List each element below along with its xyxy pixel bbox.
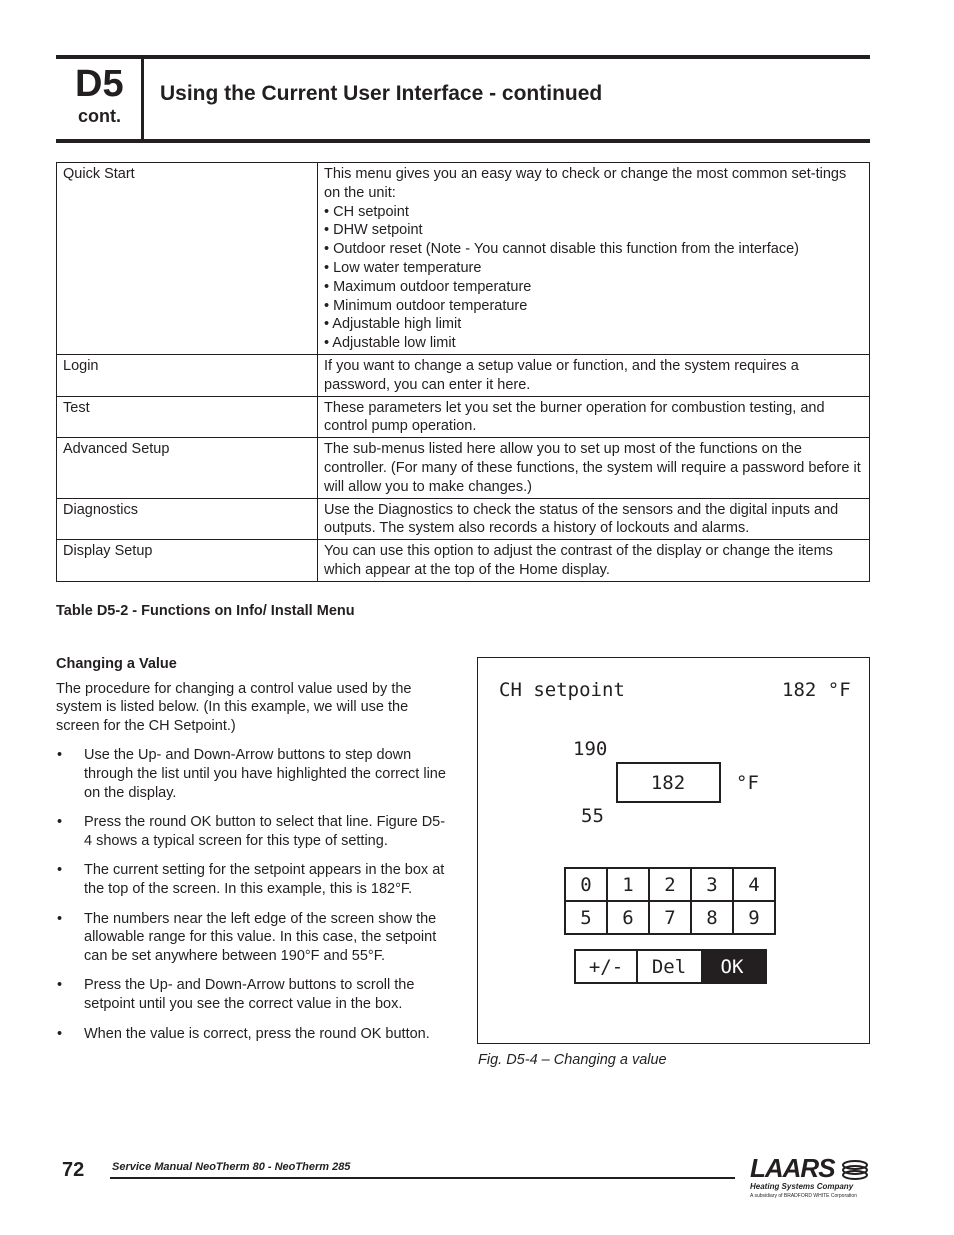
bullet-icon: • (57, 747, 63, 764)
table-caption: Table D5-2 - Functions on Info/ Install Menu (56, 603, 355, 619)
keypad-key-8[interactable]: 8 (706, 907, 718, 929)
page-title: Using the Current User Interface - continued (160, 82, 603, 105)
unit-label: °F (736, 772, 759, 794)
keypad-key-5[interactable]: 5 (580, 907, 592, 929)
figure-caption: Fig. D5-4 – Changing a value (478, 1052, 667, 1068)
function-description: These parameters let you set the burner operation for combustion testing, and control pump operation. (318, 396, 870, 438)
list-item (56, 813, 451, 850)
bullet-icon: • (57, 1025, 63, 1042)
footer-rule (110, 1177, 735, 1179)
keypad-key-7[interactable]: 7 (664, 907, 676, 929)
section-header (56, 55, 870, 143)
procedure-list (56, 746, 451, 1043)
function-name: Diagnostics (57, 498, 318, 540)
step-text: The numbers near the left edge of the screen show the allowable range for this value. In this case, the setpoint can be set anywhere between 190°F and 55°F. (84, 910, 437, 964)
logo-tagline: Heating Systems Company (750, 1182, 854, 1191)
list-item (56, 746, 451, 802)
function-name: Test (57, 396, 318, 438)
step-text: Press the Up- and Down-Arrow buttons to scroll the setpoint until you see the correct value in the box. (84, 977, 415, 1012)
intro-paragraph: The procedure for changing a control value used by the system is listed below. (In this example, we will use the screen for the CH Setpoint.) (56, 680, 412, 734)
manual-title: Service Manual NeoTherm 80 - NeoTherm 285 (112, 1161, 351, 1173)
lcd-screen (478, 658, 868, 1042)
step-text: Use the Up- and Down-Arrow buttons to step down through the list until you have highlighted the correct line on the display. (84, 747, 446, 801)
table-row (57, 396, 870, 438)
list-item: • CH setpoint (324, 203, 409, 220)
function-description (318, 163, 870, 355)
list-item: • Adjustable high limit (324, 316, 462, 333)
logo-subsidiary: A subsidiary of BRADFORD WHITE Corporation (750, 1193, 857, 1199)
list-item (56, 910, 451, 966)
keypad-key-3[interactable]: 3 (706, 874, 718, 896)
list-item: • DHW setpoint (324, 222, 423, 239)
delete-button[interactable]: Del (651, 956, 687, 978)
step-text: When the value is correct, press the round OK button. (84, 1025, 430, 1042)
screen-current-value: 182 °F (782, 679, 851, 701)
table-row (57, 498, 870, 540)
list-item: • Low water temperature (324, 259, 482, 276)
list-item (56, 976, 451, 1013)
list-item: • Maximum outdoor temperature (324, 278, 532, 295)
keypad-key-9[interactable]: 9 (748, 907, 760, 929)
function-description: You can use this option to adjust the contrast of the display or change the items which appear at the top of the Home display. (318, 540, 870, 582)
page-number: 72 (62, 1159, 85, 1181)
bullet-icon: • (57, 862, 63, 879)
ok-button[interactable]: OK (720, 956, 744, 978)
list-item: • Minimum outdoor temperature (324, 297, 528, 314)
section-badge (56, 59, 144, 139)
function-description: Use the Diagnostics to check the status of the sensors and the digital inputs and outputs. The system also records a history of lockouts and alarms. (318, 498, 870, 540)
function-name: Advanced Setup (57, 438, 318, 498)
range-max: 190 (573, 738, 608, 760)
laars-logo (748, 1152, 872, 1200)
setpoint-value: 182 (650, 772, 686, 794)
section-subheading: Changing a Value (56, 656, 177, 672)
table-row (57, 438, 870, 498)
table-row (57, 163, 870, 355)
changing-value-section (56, 655, 451, 1054)
section-id: D5 (75, 63, 124, 105)
bullet-icon: • (57, 977, 63, 994)
range-min: 55 (581, 805, 604, 827)
keypad-key-2[interactable]: 2 (664, 874, 676, 896)
step-text: Press the round OK button to select that line. Figure D5-4 shows a typical screen for this type of setting. (84, 814, 446, 849)
logo-wordmark: LAARS (750, 1153, 835, 1183)
description-text: This menu gives you an easy way to check or change the most common set-tings on the unit: (324, 166, 847, 201)
bullet-icon: • (57, 910, 63, 927)
keypad-key-6[interactable]: 6 (622, 907, 634, 929)
step-text: The current setting for the setpoint appears in the box at the top of the screen. In this example, this is 182°F. (84, 862, 445, 897)
function-name: Display Setup (57, 540, 318, 582)
lcd-screen-figure (477, 657, 870, 1044)
function-name: Login (57, 354, 318, 396)
table-row (57, 354, 870, 396)
keypad-key-1[interactable]: 1 (622, 874, 634, 896)
function-name: Quick Start (57, 163, 318, 355)
section-continued-label: cont. (78, 106, 121, 126)
keypad-key-4[interactable]: 4 (748, 874, 760, 896)
sign-button[interactable]: +/- (588, 956, 624, 978)
functions-table (56, 162, 870, 582)
bullet-icon: • (57, 814, 63, 831)
list-item (56, 861, 451, 898)
list-item: • Adjustable low limit (324, 335, 456, 352)
keypad-key-0[interactable]: 0 (580, 874, 592, 896)
function-description: If you want to change a setup value or function, and the system requires a password, you can enter it here. (318, 354, 870, 396)
list-item: • Outdoor reset (Note - You cannot disable this function from the interface) (324, 241, 799, 258)
list-item (56, 1025, 451, 1044)
screen-title: CH setpoint (499, 679, 625, 701)
table-row (57, 540, 870, 582)
function-description: The sub-menus listed here allow you to set up most of the functions on the controller. (For many of these functions, the system will require a password before it will allow you to make changes.) (318, 438, 870, 498)
